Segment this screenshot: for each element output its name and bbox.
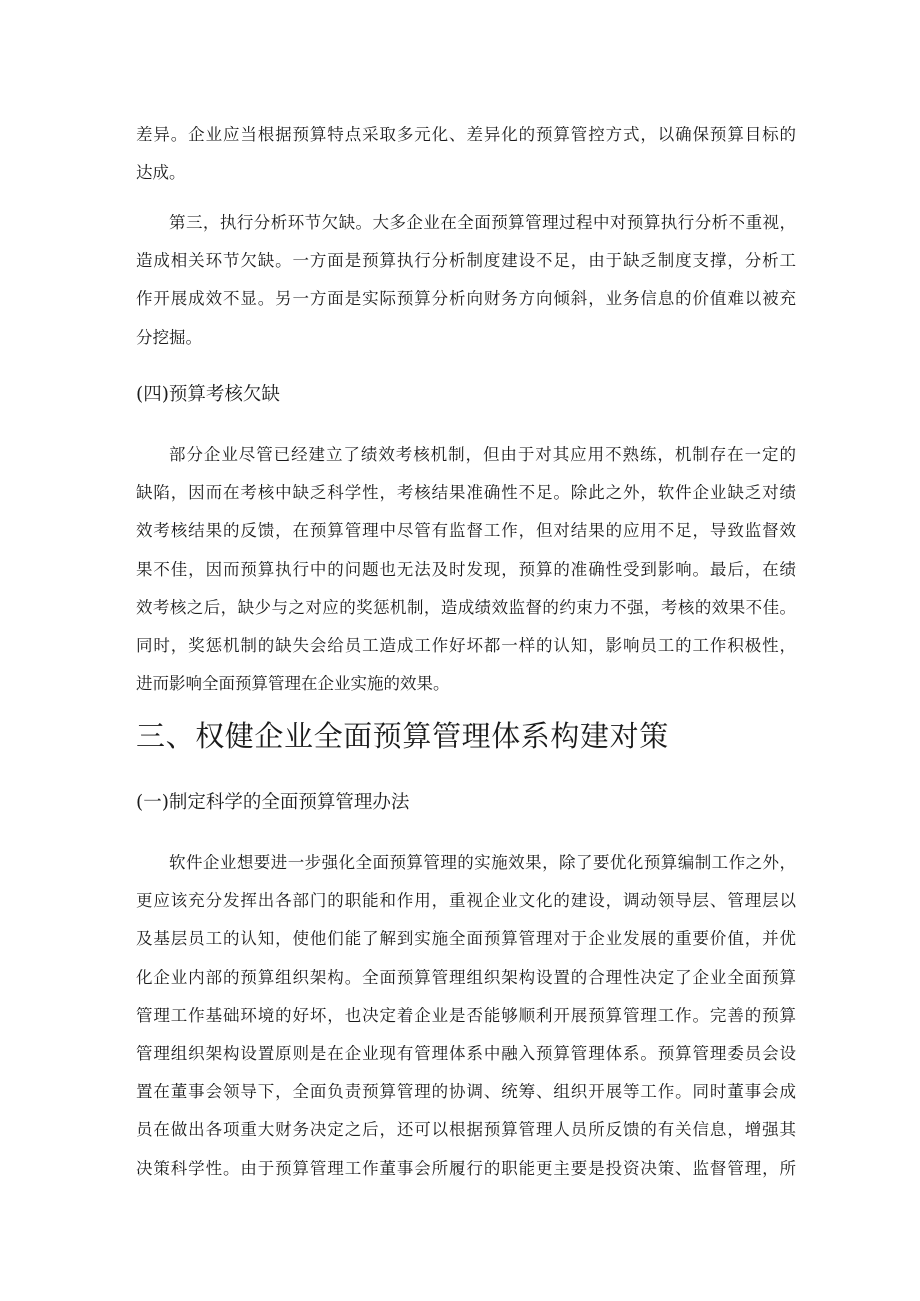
paragraph-line: 第三，执行分析环节欠缺。大多企业在全面预算管理过程中对预算执行分析不重视， bbox=[169, 213, 796, 232]
paragraph-budget-method bbox=[136, 844, 796, 1188]
paragraph-line: 管理工作基础环境的好坏，也决定着企业是否能够顺利开展预算管理工作。完善的预算 bbox=[136, 1005, 796, 1025]
paragraph-execution-analysis bbox=[136, 204, 796, 357]
paragraph-line: 管理组织架构设置原则是在企业现有管理体系中融入预算管理体系。预算管理委员会设 bbox=[136, 1043, 796, 1063]
paragraph-line: 部分企业尽管已经建立了绩效考核机制，但由于对其应用不熟练，机制存在一定的 bbox=[169, 445, 796, 464]
paragraph-line: 置在董事会领导下，全面负责预算管理的协调、统筹、组织开展等工作。同时董事会成 bbox=[136, 1082, 796, 1102]
paragraph-line: 效考核之后，缺少与之对应的奖惩机制，造成绩效监督的约束力不强，考核的效果不佳。 bbox=[136, 597, 796, 617]
paragraph-line: 作开展成效不显。另一方面是实际预算分析向财务方向倾斜，业务信息的价值难以被充 bbox=[136, 289, 796, 309]
paragraph-line: 更应该充分发挥出各部门的职能和作用，重视企业文化的建设，调动领导层、管理层以 bbox=[136, 891, 796, 911]
paragraph-line: 及基层员工的认知，使他们能了解到实施全面预算管理对于企业发展的重要价值，并优 bbox=[136, 929, 796, 949]
paragraph-line: 造成相关环节欠缺。一方面是预算执行分析制度建设不足，由于缺乏制度支撑，分析工 bbox=[136, 251, 796, 271]
paragraph-line: 决策科学性。由于预算管理工作董事会所履行的职能更主要是投资决策、监督管理，所 bbox=[136, 1158, 796, 1178]
paragraph-line: 分挖掘。 bbox=[136, 327, 202, 347]
paragraph-line: 同时，奖惩机制的缺失会给员工造成工作好坏都一样的认知，影响员工的工作积极性， bbox=[136, 635, 796, 655]
paragraph-line: 软件企业想要进一步强化全面预算管理的实施效果，除了要优化预算编制工作之外， bbox=[169, 853, 796, 872]
paragraph-budget-assessment bbox=[136, 436, 796, 703]
paragraph-line: 化企业内部的预算组织架构。全面预算管理组织架构设置的合理性决定了企业全面预算 bbox=[136, 967, 796, 987]
chapter-heading: 三、权健企业全面预算管理体系构建对策 bbox=[136, 719, 669, 753]
paragraph-line: 达成。 bbox=[136, 163, 186, 183]
paragraph-line: 缺陷，因而在考核中缺乏科学性，考核结果准确性不足。除此之外，软件企业缺乏对绩 bbox=[136, 483, 796, 503]
paragraph-continuation bbox=[136, 116, 796, 192]
paragraph-line: 进而影响全面预算管理在企业实施的效果。 bbox=[136, 674, 450, 694]
paragraph-line: 果不佳，因而预算执行中的问题也无法及时发现，预算的准确性受到影响。最后，在绩 bbox=[136, 559, 796, 579]
paragraph-line: 效考核结果的反馈，在预算管理中尽管有监督工作，但对结果的应用不足，导致监督效 bbox=[136, 521, 796, 541]
section-heading-budget-assessment: (四)预算考核欠缺 bbox=[136, 384, 280, 405]
subsection-heading-budget-method: (一)制定科学的全面预算管理办法 bbox=[136, 792, 410, 813]
paragraph-line: 员在做出各项重大财务决定之后，还可以根据预算管理人员所反馈的有关信息，增强其 bbox=[136, 1120, 796, 1140]
paragraph-line: 差异。企业应当根据预算特点采取多元化、差异化的预算管控方式，以确保预算目标的 bbox=[136, 125, 796, 144]
